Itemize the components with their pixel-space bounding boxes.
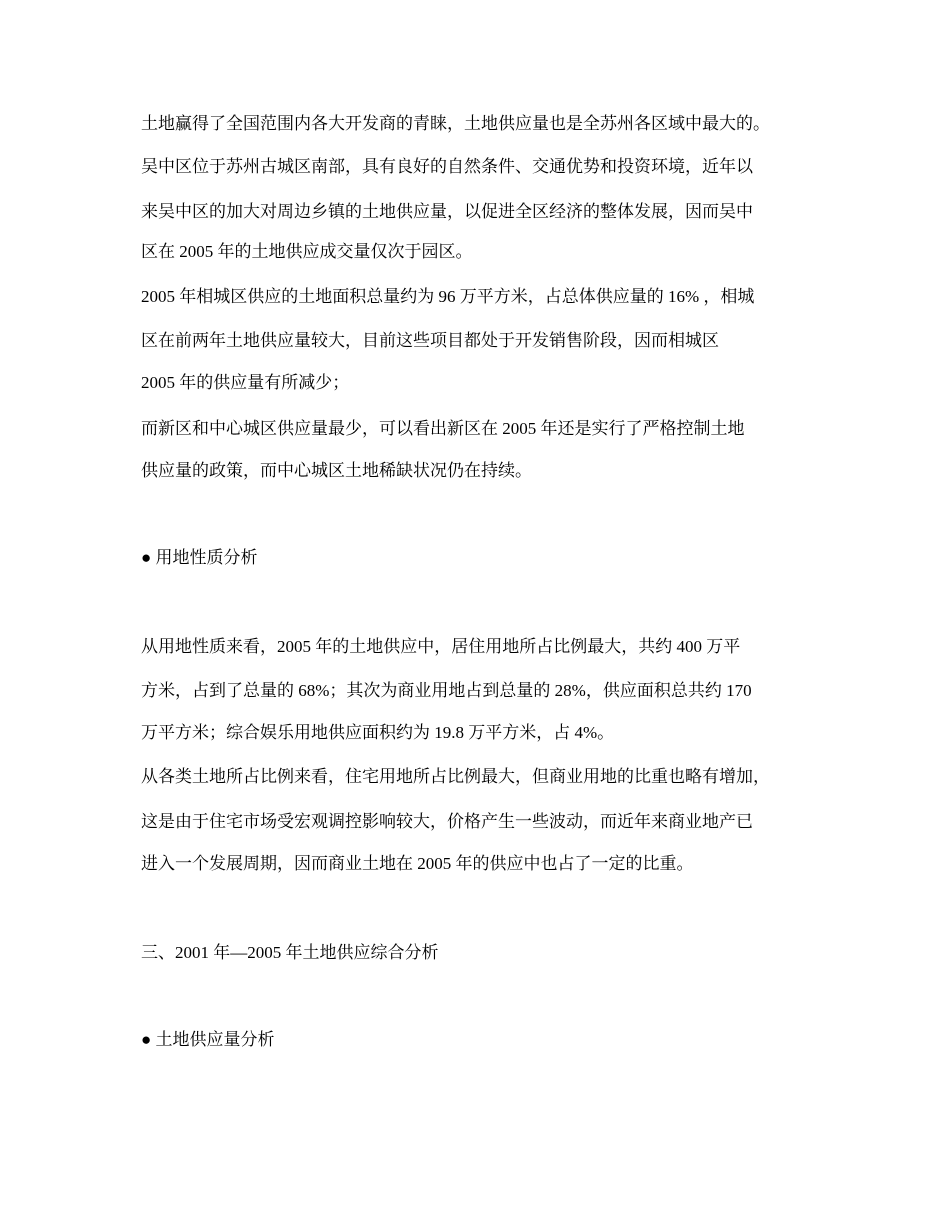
section-heading: 三、2001 年—2005 年土地供应综合分析 xyxy=(141,943,439,962)
text-line: 而新区和中心城区供应量最少，可以看出新区在 2005 年还是实行了严格控制土地 xyxy=(141,419,745,438)
text-line: 2005 年的供应量有所减少； xyxy=(141,373,350,392)
text-line: 吴中区位于苏州古城区南部，具有良好的自然条件、交通优势和投资环境，近年以 xyxy=(141,157,753,176)
text-line: 进入一个发展周期，因而商业土地在 2005 年的供应中也占了一定的比重。 xyxy=(141,854,694,873)
heading-land-use-analysis: ● 用地性质分析 xyxy=(141,548,258,567)
text-line: 区在前两年土地供应量较大，目前这些项目都处于开发销售阶段，因而相城区 xyxy=(141,331,719,350)
text-line: 供应量的政策，而中心城区土地稀缺状况仍在持续。 xyxy=(141,461,532,480)
heading-supply-analysis: ● 土地供应量分析 xyxy=(141,1030,275,1049)
text-line: 方米，占到了总量的 68%；其次为商业用地占到总量的 28%，供应面积总共约 170 xyxy=(141,681,752,700)
text-line: 从各类土地所占比例来看，住宅用地所占比例最大，但商业用地的比重也略有增加， xyxy=(141,767,770,786)
text-line: 区在 2005 年的土地供应成交量仅次于园区。 xyxy=(141,242,473,261)
text-line: 土地赢得了全国范围内各大开发商的青睐，土地供应量也是全苏州各区域中最大的。 xyxy=(141,114,770,133)
text-line: 来吴中区的加大对周边乡镇的土地供应量，以促进全区经济的整体发展，因而吴中 xyxy=(141,202,753,221)
text-line: 2005 年相城区供应的土地面积总量约为 96 万平方米，占总体供应量的 16% ，相城 xyxy=(141,287,755,306)
text-line: 万平方米；综合娱乐用地供应面积约为 19.8 万平方米，占 4%。 xyxy=(141,723,615,742)
text-line: 从用地性质来看，2005 年的土地供应中，居住用地所占比例最大，共约 400 万平 xyxy=(141,637,741,656)
text-line: 这是由于住宅市场受宏观调控影响较大，价格产生一些波动，而近年来商业地产已 xyxy=(141,812,753,831)
